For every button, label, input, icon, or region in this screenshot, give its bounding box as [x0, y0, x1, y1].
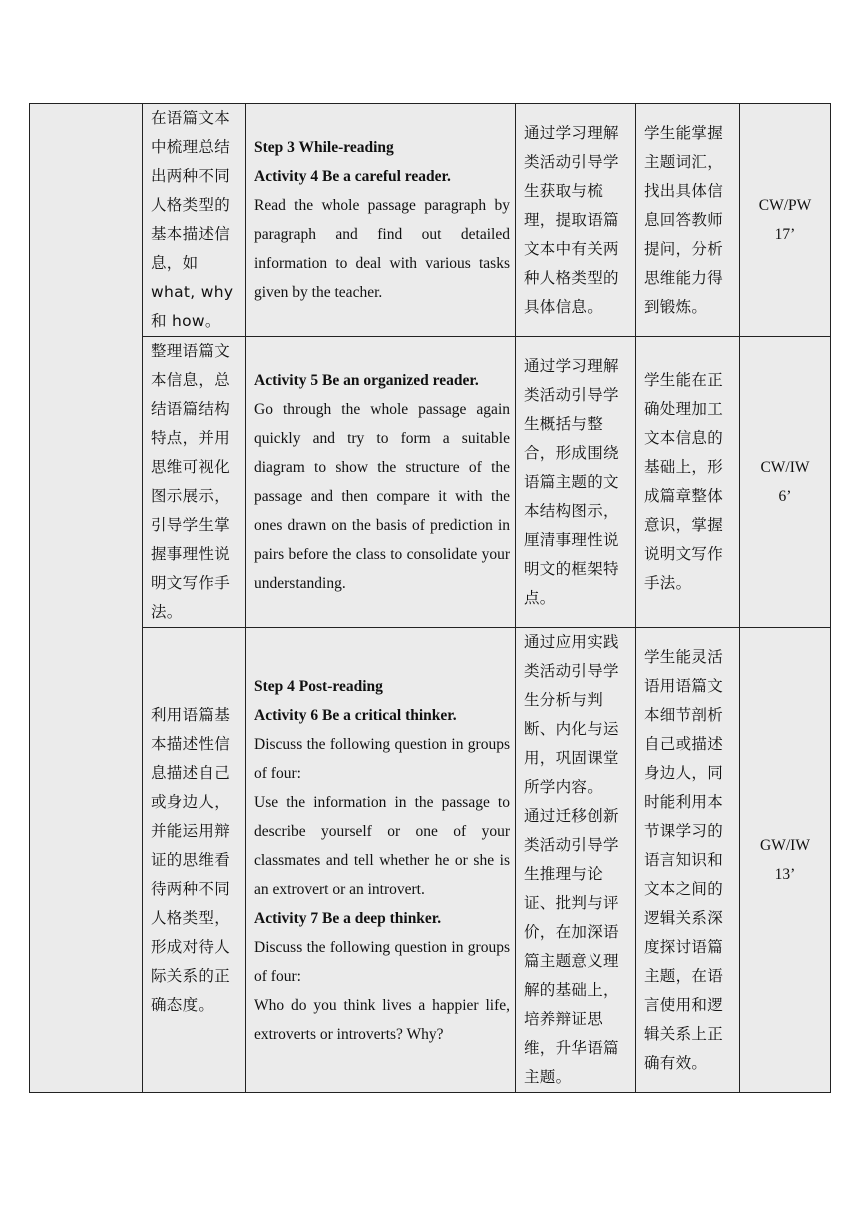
activity-task: Use the information in the passage to describe yourself or one of your classmates and tell whether he or she is an extrovert or an introvert.	[254, 793, 510, 898]
outcome-cell	[636, 628, 740, 1093]
teaching-goal-text: 在语篇文本中梳理总结出两种不同人格类型的基本描述信息，如 what, why 和 how。	[151, 109, 234, 330]
activity-cell	[246, 104, 516, 337]
mode-time-cell	[740, 337, 831, 628]
goal-cell	[143, 104, 246, 337]
teaching-goal-text: 整理语篇文本信息，总结语篇结构特点，并用思维可视化图示展示，引导学生掌握事理性说明文写作手法。	[151, 342, 231, 621]
step-title: Step 3 While-reading	[254, 139, 394, 156]
goal-cell	[143, 337, 246, 628]
table-row	[30, 337, 831, 628]
interaction-mode: CW/IW	[760, 459, 810, 476]
activity-title: Activity 6 Be a critical thinker.	[254, 706, 457, 724]
step-label-cell	[30, 104, 143, 1093]
interaction-mode: GW/IW	[760, 837, 810, 854]
design-purpose-text: 通过学习理解类活动引导学生概括与整合，形成围绕语篇主题的文本结构图示，厘清事理性说明文的框架特点。	[524, 356, 619, 607]
interaction-mode: CW/PW	[758, 197, 812, 214]
activity-description: Discuss the following question in groups of four:	[254, 735, 510, 782]
purpose-cell	[516, 628, 636, 1093]
expected-outcome-text: 学生能掌握主题词汇，找出具体信息回答教师提问，分析思维能力得到锻炼。	[644, 123, 724, 316]
purpose-cell	[516, 337, 636, 628]
mode-time-cell	[740, 628, 831, 1093]
goal-cell	[143, 628, 246, 1093]
outcome-cell	[636, 337, 740, 628]
activity-title: Activity 7 Be a deep thinker.	[254, 909, 442, 927]
design-purpose-text-2: 通过迁移创新类活动引导学生推理与论证、批判与评价，在加深语篇主题意义理解的基础上，培养辩证思维，升华语篇主题。	[524, 807, 619, 1086]
design-purpose-text: 通过应用实践类活动引导学生分析与判断、内化与运用，巩固课堂所学内容。	[524, 633, 619, 796]
mode-time-cell	[740, 104, 831, 337]
table-row	[30, 628, 831, 1093]
outcome-cell	[636, 104, 740, 337]
time-allocation: 17’	[774, 226, 796, 243]
time-allocation: 13’	[774, 866, 796, 883]
activity-description: Discuss the following question in groups of four:	[254, 938, 510, 985]
lesson-plan-table	[29, 103, 831, 1093]
activity-task: Who do you think lives a happier life, extroverts or introverts? Why?	[254, 996, 510, 1043]
time-allocation: 6’	[778, 488, 792, 505]
activity-title: Activity 4 Be a careful reader.	[254, 168, 451, 185]
expected-outcome-text: 学生能灵活语用语篇文本细节剖析自己或描述身边人，同时能利用本节课学习的语言知识和文本之间的逻辑关系深度探讨语篇主题，在语言使用和逻辑关系上正确有效。	[644, 647, 724, 1072]
purpose-cell	[516, 104, 636, 337]
expected-outcome-text: 学生能在正确处理加工文本信息的基础上，形成篇章整体意识，掌握说明文写作手法。	[644, 371, 724, 592]
activity-cell	[246, 628, 516, 1093]
activity-title: Activity 5 Be an organized reader.	[254, 372, 479, 389]
activity-cell	[246, 337, 516, 628]
activity-description: Read the whole passage paragraph by paragraph and find out detailed information to deal with various tasks given by the teacher.	[254, 197, 510, 301]
step-title: Step 4 Post-reading	[254, 677, 383, 695]
design-purpose-text: 通过学习理解类活动引导学生获取与梳理，提取语篇文本中有关两种人格类型的具体信息。	[524, 123, 619, 316]
activity-description: Go through the whole passage again quickly and try to form a suitable diagram to show the structure of the passage and then compare it with the ones drawn on the basis of prediction in pairs before the class to consolidate your understanding.	[254, 401, 510, 592]
table-row	[30, 104, 831, 337]
teaching-goal-text: 利用语篇基本描述性信息描述自己或身边人，并能运用辩证的思维看待两种不同人格类型，形成对待人际关系的正确态度。	[151, 705, 231, 1014]
